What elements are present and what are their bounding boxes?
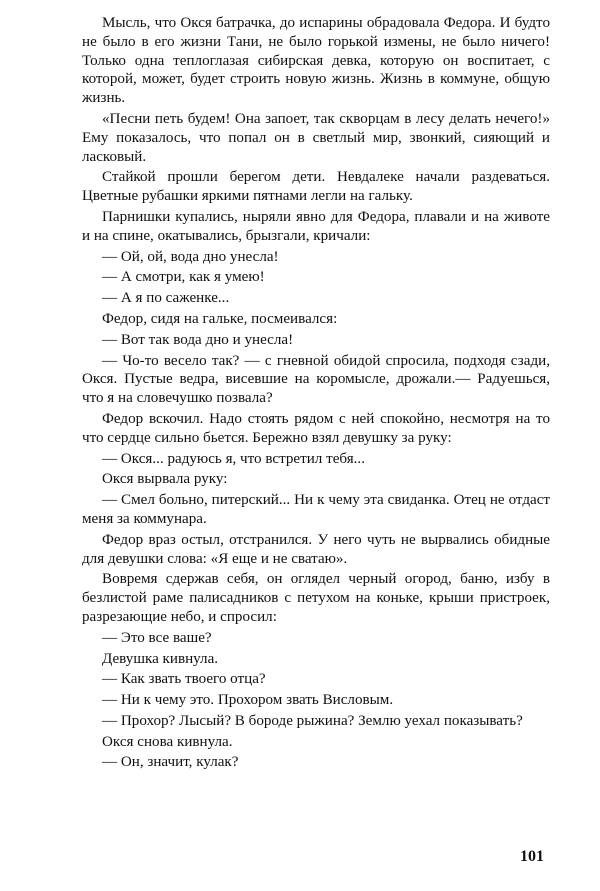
page-number: 101 [520, 848, 544, 865]
paragraph: Стайкой прошли берегом дети. Невдалеке начали раздеваться. Цветные рубашки яркими пятнами легли на гальку. [82, 169, 550, 205]
paragraph: Окся вырвала руку: [102, 471, 228, 488]
paragraph: Девушка кивнула. [102, 650, 219, 667]
paragraph: — Это все ваше? [102, 629, 212, 646]
paragraph: — Ни к чему это. Прохором звать Висловым. [102, 692, 394, 709]
paragraph: — Вот так вода дно и унесла! [102, 331, 294, 348]
paragraph: Федор вскочил. Надо стоять рядом с ней спокойно, несмотря на то что сердце сильно бьется. Бережно взял девушку за руку: [82, 410, 550, 446]
paragraph: — Окся... радуюсь я, что встретил тебя... [102, 450, 365, 467]
paragraph: Федор враз остыл, отстранился. У него чуть не вырвались обидные для девушки слова: «Я еще и не сватаю». [82, 531, 550, 567]
paragraph: «Песни петь будем! Она запоет, так скворцам в лесу делать нечего!» Ему показалось, что попал он в светлый мир, звонкий, сияющий и ласковый. [82, 110, 550, 165]
paragraph: — Прохор? Лысый? В бороде рыжина? Землю уехал показывать? [102, 712, 523, 729]
paragraph: Парнишки купались, ныряли явно для Федора, плавали и на животе и на спине, окатывались, брызгали, кричали: [82, 208, 550, 244]
paragraph: — Как звать твоего отца? [102, 671, 266, 688]
paragraph: Вовремя сдержав себя, он оглядел черный огород, баню, избу в безлистой раме палисадников с петухом на коньке, крыши пристроек, разрезающие небо, и спросил: [82, 571, 550, 625]
paragraph: — Чо-то весело так? — с гневной обидой спросила, подходя сзади, Окся. Пустые ведра, висевшие на коромысле, дрожали.— Радуешься, что я на словечушко позвала? [82, 352, 550, 407]
paragraph: — А смотри, как я умею! [102, 269, 265, 286]
body-text [82, 14, 550, 774]
paragraph: Федор, сидя на гальке, посмеивался: [102, 310, 338, 327]
paragraph: — А я по саженке... [102, 290, 230, 307]
paragraph: Окся снова кивнула. [102, 733, 233, 750]
paragraph: — Ой, ой, вода дно унесла! [102, 248, 279, 265]
paragraph: — Он, значит, кулак? [102, 754, 239, 771]
paragraph: Мысль, что Окся батрачка, до испарины обрадовала Федора. И будто не было в его жизни Тани, не было горькой измены, не было ничего! Только одна теплоглазая сибирская девка, которую он воспитает, с которой, может, будет строить новую жизнь. Жизнь в коммуне, общую жизнь. [82, 15, 550, 107]
paragraph: — Смел больно, питерский... Ни к чему эта свиданка. Отец не отдаст меня за коммунара. [82, 492, 550, 527]
